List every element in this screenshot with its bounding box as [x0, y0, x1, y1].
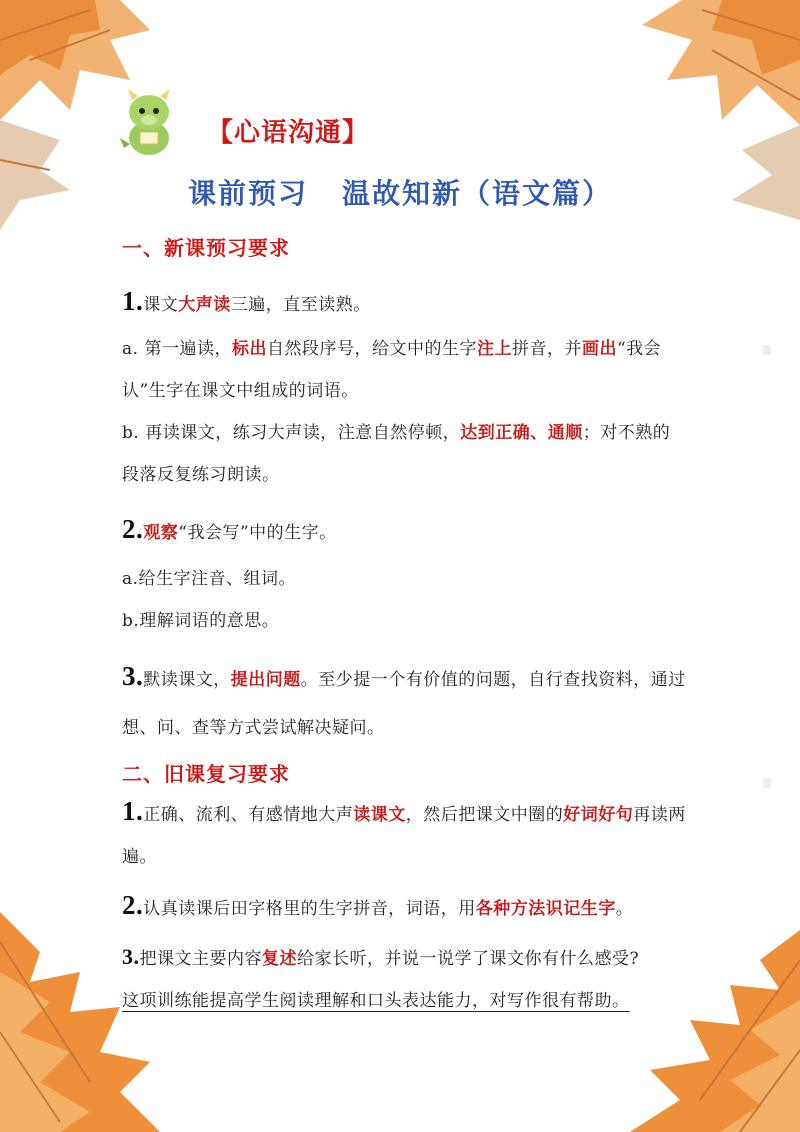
page-title-part1: 课前预习 [187, 177, 308, 210]
header-tag: 【心语沟通】 [207, 118, 370, 148]
section-heading: 一、新课预习要求 [122, 236, 290, 260]
list-item: 2.认真读课后田字格里的生字拼音，词语，用各种方法识记生字。 [122, 890, 634, 920]
list-item: 3.把课文主要内容复述给家长听，并说一说学了课文你有什么感受? 这项训练能提高学生阅读理解和口头表达能力，对写作很有帮助。 [122, 944, 640, 1011]
list-item: b. 再读课文，练习大声读，注意自然停顿，达到正确、通顺；对不熟的段落反复练习朗读。 [122, 423, 671, 485]
section-heading: 二、旧课复习要求 [122, 762, 290, 786]
margin-mark [763, 345, 771, 355]
list-item: 1.正确、流利、有感情地大声读课文，然后把课文中圈的好词好句再读两遍。 [122, 796, 686, 867]
list-item: a. 第一遍读，标出自然段序号，给文中的生字注上拼音，并画出“我会认”生字在课文中组成的词语。 [122, 339, 662, 401]
list-item: b.理解词语的意思。 [122, 611, 280, 631]
margin-mark [763, 778, 771, 788]
dragon-mascot-icon [118, 86, 180, 158]
page-title-part2: 温故知新（语文篇） [342, 177, 613, 210]
list-item: 1.课文大声读三遍，直至读熟。 [122, 286, 371, 316]
list-item: 3.默读课文，提出问题。至少提一个有价值的问题，自行查找资料，通过想、问、查等方式尝试解决疑问。 [122, 661, 686, 738]
list-item: a.给生字注音、组词。 [122, 569, 297, 589]
underlined-note: 这项训练能提高学生阅读理解和口头表达能力，对写作很有帮助。 [122, 991, 630, 1011]
list-item: 2.观察“我会写”中的生字。 [122, 514, 337, 544]
page-title [0, 172, 800, 212]
